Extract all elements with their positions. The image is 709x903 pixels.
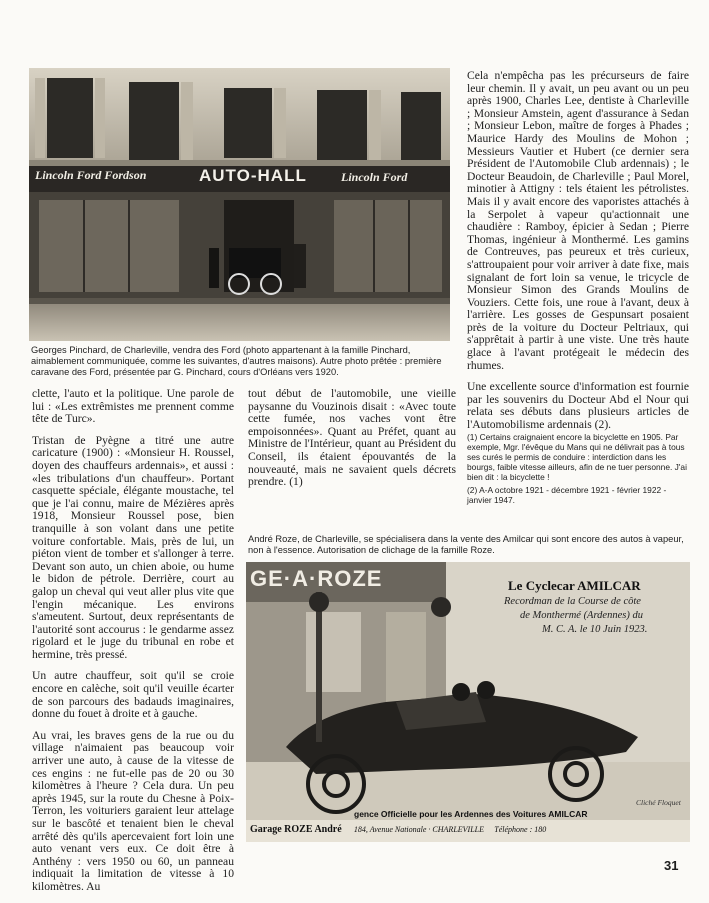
photo-credit: Cliché Floquet — [636, 798, 681, 807]
middle-column: tout début de l'automobile, une vieille paysanne du Vouzinois disait : «Avec toute cette fumée, nos vaches vont être empoisonnées». Quant au Préfet, quant au Ministre de l'Intérieur, quant au Président du Conseil, ils étaient épouvantés de la nouveauté, mais ne savaient quels décrets prendre. (1) — [248, 387, 456, 489]
caption-auto-hall: Georges Pinchard, de Charleville, vendra des Ford (photo appartenant à la famille Pinchard, aimablement communiquée, comme les suivantes, d'autres maisons). Autre photo prêtée : première caravane des Ford, présentée par G. Pinchard, cours d'Orléans vers 1920. — [31, 345, 442, 377]
wall-sign: GE·A·ROZE — [250, 566, 383, 591]
postcard-banner: gence Officielle pour les Ardennes des Voitures AMILCAR — [354, 809, 588, 819]
sign-left: Lincoln Ford Fordson — [35, 168, 147, 182]
paragraph: Un autre chauffeur, soit qu'il se croie encore en calèche, soit qu'il veuille écarter de son parcours des badauds imaginaires, donne du fouet à droite et à gauche. — [32, 669, 234, 721]
paragraph: Cela n'empêcha pas les précurseurs de faire leur chemin. Il y avait, un peu avant ou un peu après 1900, Charles Lee, dentiste à Charleville ; Monsieur Amstein, agent d'assurance à Sedan ; Monsieur Lebon, maître de forges à Phades ; Maurice Hardy des Moulins de Mohon ; Messieurs Vautier et Hubert (ce dernier sera Président de l'Automobile Club ardennais) ; le Docteur Beaudoin, de Charleville ; Paul Morel, minotier à Attigny : tels étaient les pétrolistes. Mais il y avait encore des vaporistes attachés à la Serpolet à vapeur qu'actionnait une chaudière : Ramboy, épicier à Sedan ; Pierre Thomas, ingénieur à Monthermé. Les gamins de Contreuves, pas peureux et très curieux, s'attroupaient pour voir arriver à date fixe, mais signalant de fort loin sa venue, le tricycle de Monsieur Simon des Grands Moulins de Vouziers. Cette fois, une roue à l'avant, deux à l'arrière. Les gosses de Gespunsart posaient près de la voiture du Docteur Peltriaux, qui s'apprêtait à partir à une viste. Une très haute glace à l'avant protégeait le médecin des rhumes. — [467, 69, 689, 372]
paragraph: Au vrai, les braves gens de la rue ou du village n'aimaient pas beaucoup voir arriver une auto, à cause de la vitesse de ces engins : ne fut-elle pas de 20 ou 30 kilomètres à l'heure ? Cela dura. Un peu après 1945, sur la route du Chesne à Poix-Terron, les voituriers garaient leur attelage sur le bascôté et tenaient bien le cheval arrêté dès qu'ils apercevaient fort loin une auto venant vers eux. Ce doit être à Anthény : vers 1950 ou 60, un panneau indiquait la limitation de vitesse à 10 kilomètres. Au — [32, 728, 234, 893]
footer-garage: Garage ROZE André — [250, 824, 342, 835]
postcard-sub3: M. C. A. le 10 Juin 1923. — [542, 624, 648, 635]
photo-auto-hall — [29, 68, 450, 341]
footer-phone: Téléphone : 180 — [494, 825, 547, 834]
paragraph: clette, l'auto et la politique. Une parole de lui : «Les extrêmistes me prennent comme tête de Turc». — [32, 387, 234, 426]
footnote-1: (1) Certains craignaient encore la bicyclette en 1905. Par exemple, Mgr. l'évêque du Mans qui ne délivrait pas à tous ses curés le permis de conduire : interdiction dans les bourgs, faible vitesse ailleurs, afin de ne tuer personne. J'ai bien dit : la bicyclette ! — [467, 432, 687, 482]
sign-center: AUTO-HALL — [199, 166, 307, 185]
footnotes — [467, 432, 689, 508]
paragraph: Une excellente source d'information est fournie par les souvenirs du Docteur Abd el Nour qui relata ses débuts dans plusieurs articles de l'Automobilisme ardennais (2). — [467, 380, 689, 432]
caption-amilcar: André Roze, de Charleville, se spécialisera dans la vente des Amilcar qui sont encore des autos à vapeur, non à l'essence. Autorisation de clichage de la famille Roze. — [248, 534, 684, 555]
postcard-sub2: de Monthermé (Ardennes) du — [520, 610, 643, 621]
right-column — [467, 70, 689, 441]
postcard-footer — [250, 824, 686, 835]
footnote-2: (2) A-A octobre 1921 - décembre 1921 - février 1922 - janvier 1947. — [467, 485, 667, 505]
postcard-title: Le Cyclecar AMILCAR — [508, 578, 641, 593]
postcard-sub1: Recordman de la Course de côte — [504, 596, 641, 607]
paragraph: Tristan de Pyègne a titré une autre caricature (1900) : «Monsieur H. Roussel, doyen des chauffeurs ardennais», et aussi : «les tribulations d'un chauffeur». Portant casquette spéciale, élégante moustache, tel que je l'ai connu, maire de Mézières après 1918, Monsieur Roussel pose, bien tranquille à son volant dans une petite voiture confortable. Mais, près de lui, un piéton vient de tomber et s'allonger à terre. Devant son auto, un chien aboie, ou hume le bidon de pétrole. Derrière, court au galop un cheval qui veut aller plus vite que l'engin mécanique. Les environs s'ameutent. Surtout, deux représentants de l'autorité sont accourus : le gendarme assez rigolard et le juge du tribunal en robe et hermine, très pressé. — [32, 433, 234, 661]
left-column — [32, 388, 234, 903]
photo-amilcar — [246, 562, 690, 842]
page-number: 31 — [664, 858, 679, 873]
sign-right: Lincoln Ford — [341, 170, 408, 184]
footer-address: 184, Avenue Nationale · CHARLEVILLE — [353, 825, 484, 834]
